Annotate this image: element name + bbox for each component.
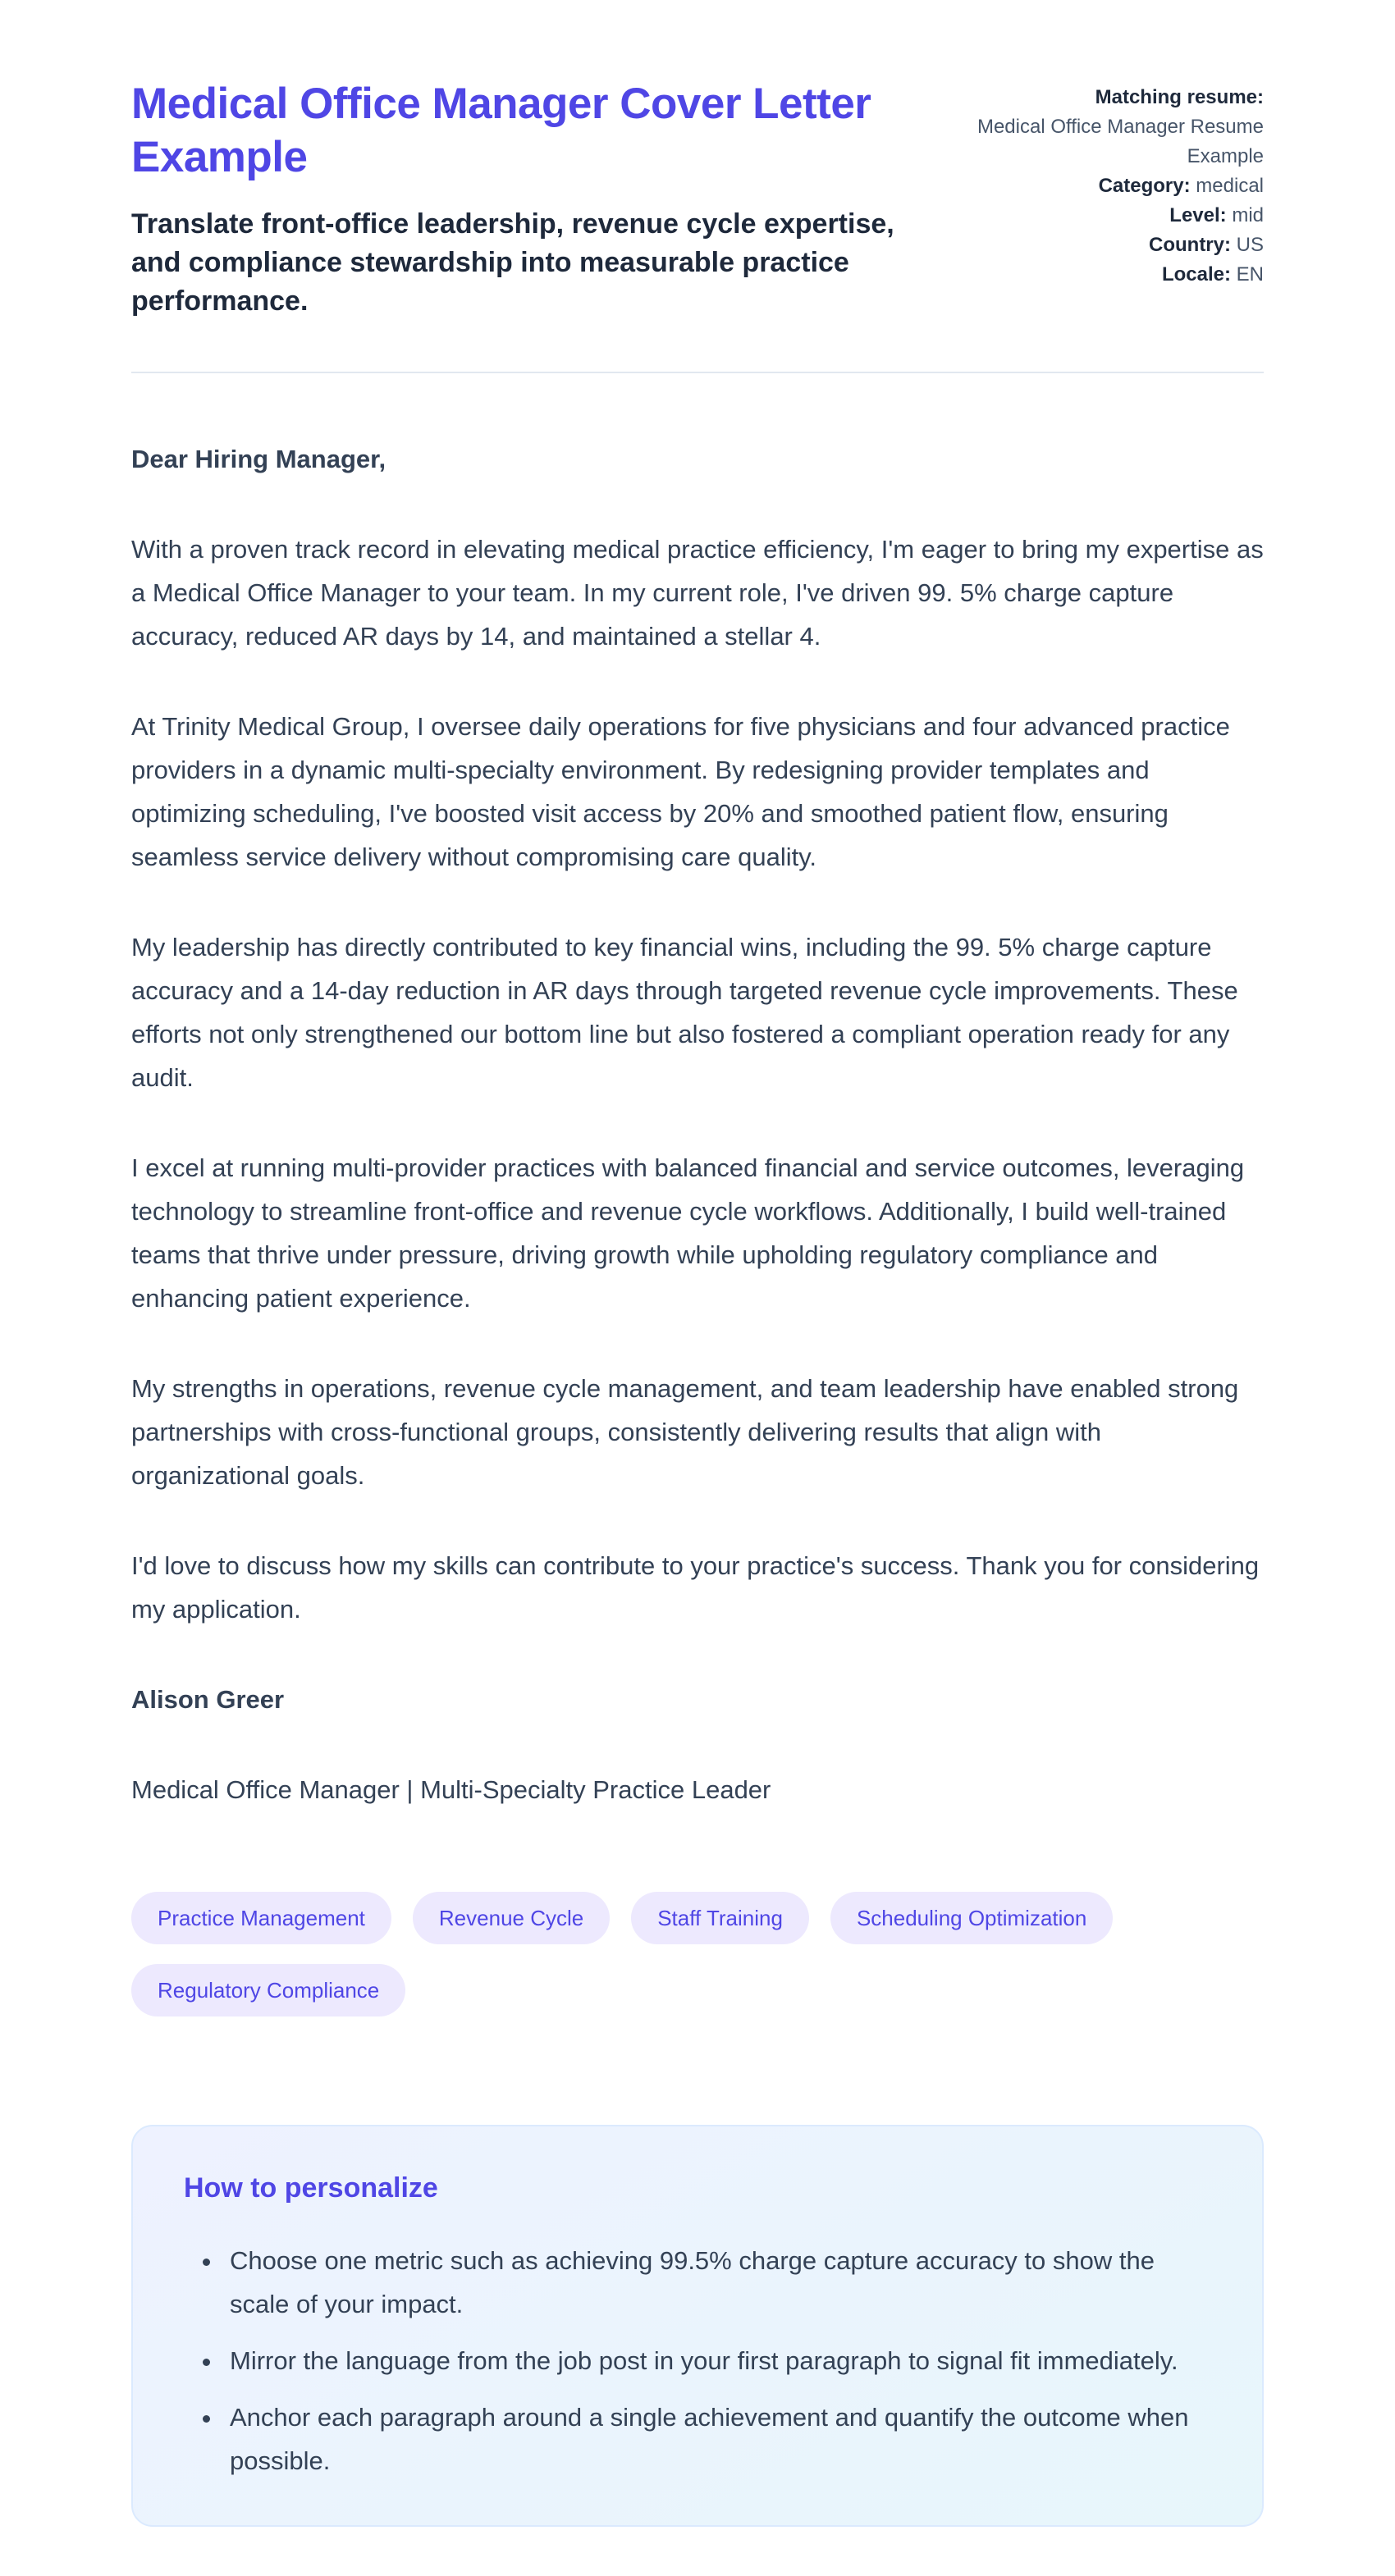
- header-title-block: [131, 78, 944, 321]
- meta-matching-resume: [976, 83, 1264, 171]
- personalize-tip-list: [184, 2239, 1211, 2482]
- meta-label: Category:: [1098, 175, 1191, 197]
- signature-name: Alison Greer: [131, 1685, 285, 1715]
- signature-role: Medical Office Manager | Multi-Specialty Practice Leader: [131, 1775, 771, 1805]
- tag-scheduling-optimization[interactable]: Scheduling Optimization: [830, 1892, 1113, 1944]
- tag-practice-management[interactable]: Practice Management: [131, 1892, 391, 1944]
- meta-value: EN: [1236, 263, 1264, 285]
- meta-category: [976, 171, 1264, 201]
- meta-label: Country:: [1149, 234, 1231, 256]
- meta-value: US: [1236, 234, 1264, 256]
- tag-staff-training[interactable]: Staff Training: [631, 1892, 809, 1944]
- tag-revenue-cycle[interactable]: Revenue Cycle: [413, 1892, 610, 1944]
- personalize-title: How to personalize: [184, 2172, 438, 2204]
- page-subtitle: Translate front-office leadership, revenue cycle expertise, and compliance stewardship into measurable practice performance.: [131, 208, 894, 317]
- meta-locale: [976, 260, 1264, 290]
- meta-label: Locale:: [1161, 263, 1231, 285]
- header-divider: [131, 372, 1264, 373]
- letter-paragraph: At Trinity Medical Group, I oversee daily operations for five physicians and four advanced practice providers in a dynamic multi-specialty environment. By redesigning provider templates and optimizing scheduling, I've boosted visit access by 20% and smoothed patient flow, ensuring seamless service delivery without compromising care quality.: [131, 712, 1230, 872]
- tag-list: [131, 1892, 1157, 2016]
- header: [131, 78, 1264, 321]
- personalize-tip: • Choose one metric such as achieving 99.5% charge capture accuracy to show the scale of your impact.: [223, 2239, 1211, 2326]
- meta-value: Medical Office Manager Resume Example: [976, 116, 1264, 167]
- letter-paragraph: My leadership has directly contributed to key financial wins, including the 99. 5% charge capture accuracy and a 14-day reduction in AR days through targeted revenue cycle improvements. These efforts not only strengthened our bottom line but also fostered a compliant operation ready for any audit.: [131, 933, 1238, 1093]
- meta-block: [976, 78, 1264, 290]
- meta-level: [976, 201, 1264, 231]
- page-title: Medical Office Manager Cover Letter Example: [131, 80, 871, 181]
- meta-label: Level:: [1169, 204, 1227, 226]
- letter-paragraph: I excel at running multi-provider practices with balanced financial and service outcomes, leveraging technology to streamline front-office and revenue cycle workflows. Additionally, I build well-trained teams that thrive under pressure, driving growth while upholding regulatory compliance and enhancing patient experience.: [131, 1153, 1245, 1313]
- meta-value: mid: [1232, 204, 1264, 226]
- letter-paragraph: My strengths in operations, revenue cycle management, and team leadership have enabled strong partnerships with cross-functional groups, consistently delivering results that align with organizational goals.: [131, 1374, 1239, 1491]
- letter-paragraph: I'd love to discuss how my skills can contribute to your practice's success. Thank you for considering my application.: [131, 1551, 1260, 1624]
- meta-country: [976, 231, 1264, 260]
- letter-paragraph: With a proven track record in elevating medical practice efficiency, I'm eager to bring my expertise as a Medical Office Manager to your team. In my current role, I've driven 99. 5% charge capture accuracy, reduced AR days by 14, and maintained a stellar 4.: [131, 535, 1264, 651]
- personalize-tip: • Anchor each paragraph around a single achievement and quantify the outcome when possible.: [223, 2396, 1211, 2482]
- meta-value: medical: [1196, 175, 1264, 197]
- meta-label: Matching resume:: [1095, 86, 1264, 108]
- personalize-tip: • Mirror the language from the job post in your first paragraph to signal fit immediately.: [223, 2339, 1211, 2382]
- salutation: Dear Hiring Manager,: [131, 445, 386, 474]
- tag-regulatory-compliance[interactable]: Regulatory Compliance: [131, 1964, 405, 2016]
- letter-body: [131, 437, 1264, 1811]
- personalize-card: [131, 2125, 1264, 2527]
